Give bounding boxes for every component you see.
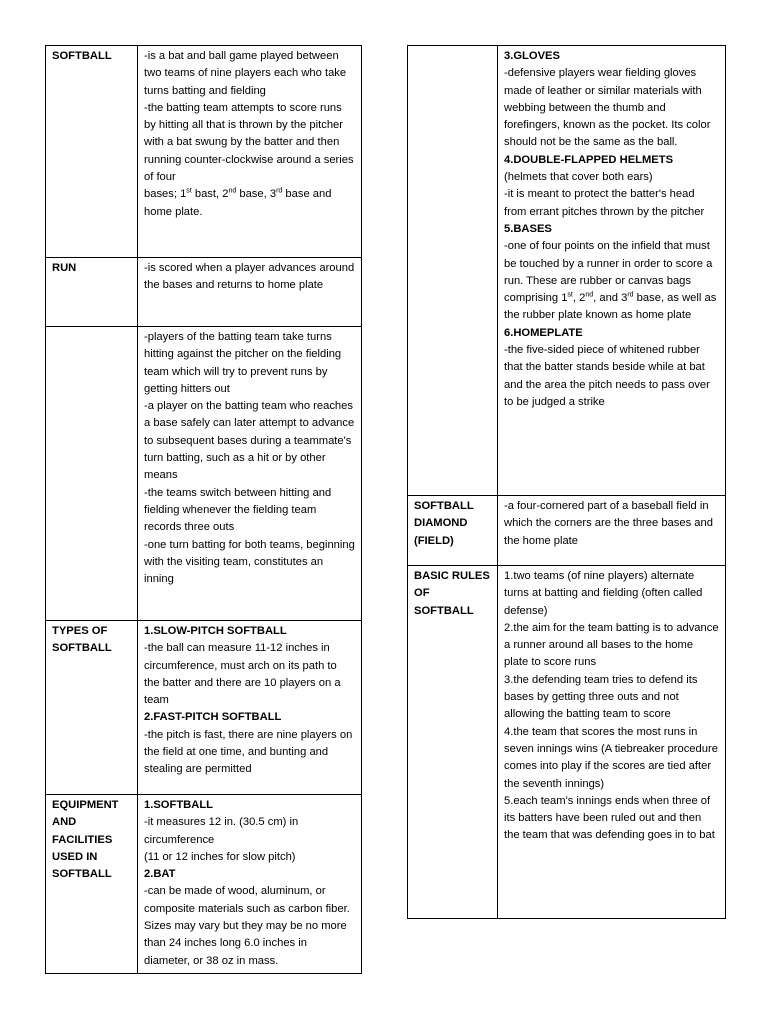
rule-item: 5.each team's innings ends when three of its batters have been ruled out and then the team that was defending goes in to bat (504, 794, 715, 842)
definition-line: -can be made of wood, aluminum, or composite materials such as carbon fiber. Sizes may vary but they may be no more than 24 inches long 6.0 inches in diameter, or 38 oz in mass. (144, 885, 350, 967)
definition-line: -a player on the batting team who reaches a base safely can later attempt to advance to subsequent bases during a teammate's turn batting, such as a hit or by other means (144, 400, 355, 482)
definition-line: -the pitch is fast, there are nine players on the field at one time, and bunting and stealing are permitted (144, 728, 353, 776)
term-rules: BASIC RULES OF SOFTBALL (408, 566, 498, 919)
table-row-equipment (46, 795, 362, 974)
definition-inning (138, 327, 362, 621)
subheading: 5.BASES (504, 222, 552, 235)
bases-definition: -one of four points on the infield that must be touched by a runner in order to score a run. These are rubber or canvas bags comprising 1st, 2nd, and 3rd base, as well as the rubber plate known as home plate (504, 240, 717, 322)
bases-line: bases; 1st bast, 2nd base, 3rd base and home plate. (144, 187, 332, 218)
definition-line: (helmets that cover both ears) (504, 171, 653, 184)
definition-equipment-continued (498, 46, 726, 496)
definition-rules (498, 566, 726, 919)
definition-equipment (138, 795, 362, 974)
rule-item: 1.two teams (of nine players) alternate turns at batting and fielding (often called defense) (504, 570, 703, 617)
term-softball: SOFTBALL (46, 46, 138, 258)
term-diamond: SOFTBALL DIAMOND (FIELD) (408, 496, 498, 566)
subheading: 1.SOFTBALL (144, 799, 213, 811)
definition-line: -the batting team attempts to score runs by hitting all that is thrown by the pitcher with a bat swung by the batter and then running counter-clockwise around a series of four (144, 101, 354, 184)
table-row-inning (46, 327, 362, 621)
subheading: 3.GLOVES (504, 50, 560, 62)
subheading: 2.FAST-PITCH SOFTBALL (144, 711, 282, 724)
table-row-run (46, 258, 362, 327)
table-row-equipment-continued (408, 46, 726, 496)
definition-line: -defensive players wear fielding gloves made of leather or similar materials with webbing between the thumb and forefingers, known as the pocket. Its color should not be the same as the ball. (504, 67, 711, 149)
term-run: RUN (46, 258, 138, 327)
definition-line: -the ball can measure 11-12 inches in circumference, must arch on its path to the batter and there are 10 players on a team (144, 642, 341, 707)
table-row-diamond (408, 496, 726, 566)
definition-line: -is a bat and ball game played between two teams of nine players each who take turns batting and fielding (144, 50, 347, 97)
table-row-softball (46, 46, 362, 258)
term-equipment: EQUIPMENT AND FACILITIES USED IN SOFTBALL (46, 795, 138, 974)
rule-item: 4.the team that scores the most runs in seven innings wins (A tiebreaker procedure comes into play if the scores are tied after the seventh innings) (504, 725, 718, 790)
subheading: 4.DOUBLE-FLAPPED HELMETS (504, 153, 674, 166)
subheading: 1.SLOW-PITCH SOFTBALL (144, 625, 287, 637)
definition-line: -it is meant to protect the batter's head from errant pitches thrown by the pitcher (504, 188, 705, 218)
left-table (45, 45, 362, 974)
definition-softball (138, 46, 362, 258)
definition-line: -a four-cornered part of a baseball field in which the corners are the three bases and the home plate (504, 500, 713, 547)
subheading: 6.HOMEPLATE (504, 326, 583, 339)
table-row-types (46, 621, 362, 795)
definition-line: -is scored when a player advances around the bases and returns to home plate (144, 262, 355, 292)
definition-line: (11 or 12 inches for slow pitch) (144, 850, 296, 863)
definition-run (138, 258, 362, 327)
table-row-rules (408, 566, 726, 919)
definition-types (138, 621, 362, 795)
definition-line: -players of the batting team take turns hitting against the pitcher on the fielding team which will try to prevent runs by getting hitters out (144, 331, 342, 395)
definition-line: -the five-sided piece of whitened rubber that the batter stands beside while at bat and the area the pitch needs to pass over to be judged a strike (504, 344, 710, 408)
rule-item: 3.the defending team tries to defend its bases by getting three outs and not allowing the batting team to score (504, 673, 698, 721)
definition-diamond (498, 496, 726, 566)
subheading: 2.BAT (144, 868, 176, 881)
definition-line: -one turn batting for both teams, beginning with the visiting team, constitutes an inning (144, 538, 355, 586)
definition-line: -it measures 12 in. (30.5 cm) in circumference (144, 816, 299, 846)
definition-line: -the teams switch between hitting and fielding whenever the fielding team records three outs (144, 486, 332, 534)
term-types: TYPES OF SOFTBALL (46, 621, 138, 795)
right-table (407, 45, 726, 919)
term-equipment-continued (408, 46, 498, 496)
term-inning (46, 327, 138, 621)
rule-item: 2.the aim for the team batting is to advance a runner around all bases to the home plate to score runs (504, 621, 719, 669)
